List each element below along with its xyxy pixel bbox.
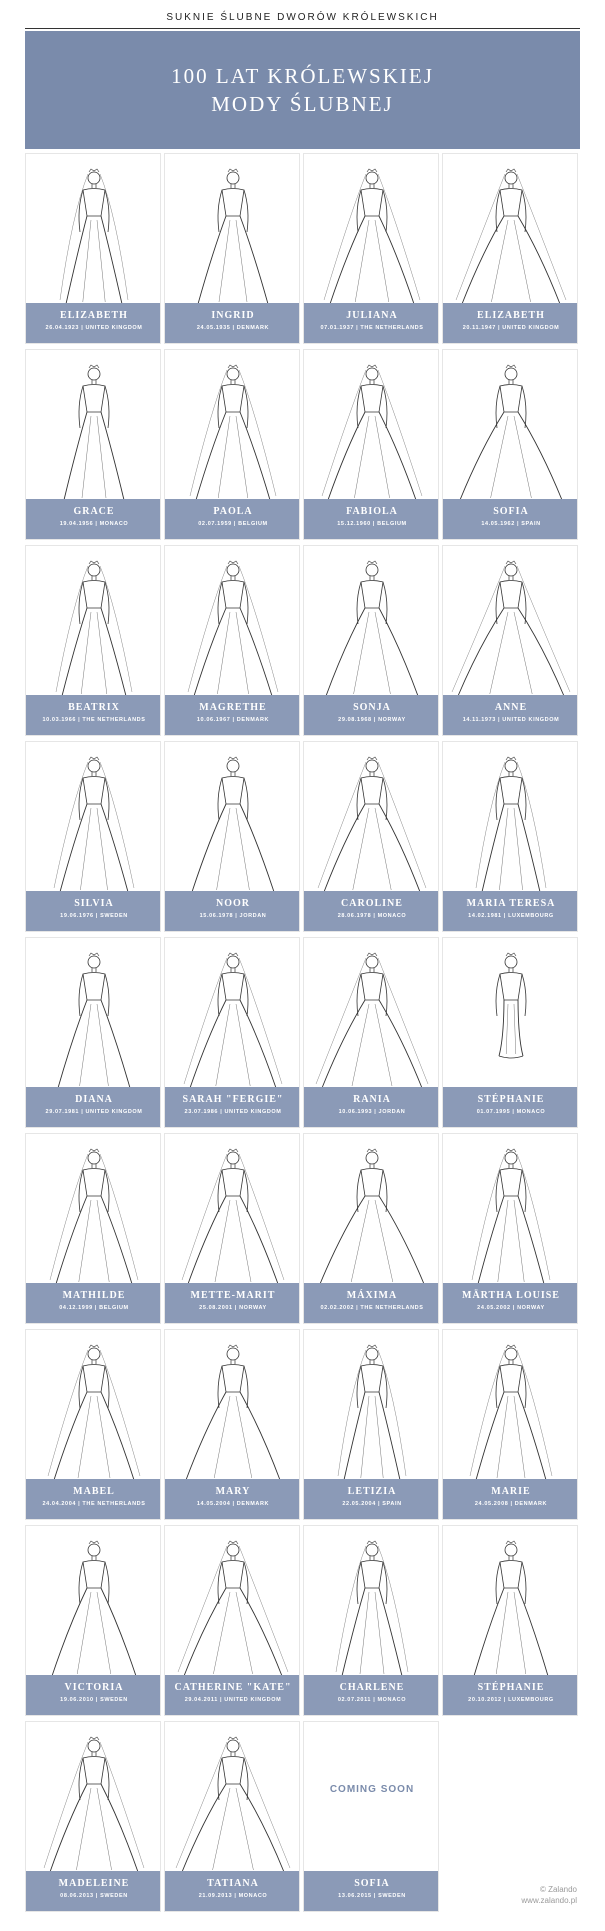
bride-caption — [304, 695, 439, 735]
bride-card[interactable] — [25, 153, 161, 344]
bride-name: SARAH "FERGIE" — [182, 1094, 284, 1105]
bride-card[interactable] — [442, 1133, 578, 1324]
bride-caption — [26, 1479, 161, 1519]
bride-caption — [26, 499, 161, 539]
dress-sketch-icon — [26, 1134, 161, 1289]
bride-date-country: 28.06.1978 | MONACO — [337, 913, 407, 919]
bride-date-country: 19.06.1976 | SWEDEN — [60, 913, 128, 919]
bride-caption — [165, 1479, 300, 1519]
bride-caption — [26, 1871, 161, 1911]
bride-card[interactable] — [164, 1133, 300, 1324]
dress-sketch-icon — [443, 546, 578, 701]
bride-caption — [26, 695, 161, 735]
bride-date-country: 21.09.2013 | MONACO — [198, 1893, 268, 1899]
bride-date-country: 23.07.1986 | UNITED KINGDOM — [184, 1109, 282, 1115]
bride-date-country: 14.11.1973 | UNITED KINGDOM — [462, 717, 560, 723]
dress-sketch-icon — [304, 742, 439, 897]
bride-name: RANIA — [353, 1094, 391, 1105]
bride-date-country: 10.03.1966 | THE NETHERLANDS — [42, 717, 146, 723]
title-divider — [25, 28, 580, 29]
bride-date-country: 14.02.1981 | LUXEMBOURG — [468, 913, 554, 919]
bride-card[interactable] — [303, 1329, 439, 1520]
bride-name: SONJA — [353, 702, 391, 713]
bride-name: MARIE — [491, 1486, 531, 1497]
bride-name: ELIZABETH — [477, 310, 545, 321]
bride-name: METTE-MARIT — [190, 1290, 276, 1301]
banner-title-line-2: MODY ŚLUBNEJ — [211, 92, 394, 116]
bride-date-country: 29.04.2011 | UNITED KINGDOM — [184, 1697, 282, 1703]
dress-sketch-icon — [443, 1134, 578, 1289]
dress-sketch-icon — [443, 742, 578, 897]
bride-name: SOFIA — [493, 506, 529, 517]
bride-card[interactable] — [164, 1329, 300, 1520]
bride-name: MAGRETHE — [199, 702, 267, 713]
bride-caption — [26, 891, 161, 931]
bride-caption — [304, 891, 439, 931]
bride-name: STÉPHANIE — [477, 1094, 545, 1105]
bride-card[interactable] — [303, 1133, 439, 1324]
bride-date-country: 24.05.2008 | DENMARK — [474, 1501, 548, 1507]
bride-date-country: 29.08.1968 | NORWAY — [338, 717, 406, 723]
bride-name: MARIA TERESA — [466, 898, 556, 909]
bride-card[interactable] — [164, 545, 300, 736]
bride-card[interactable] — [303, 937, 439, 1128]
bride-name: LETIZIA — [347, 1486, 397, 1497]
dress-sketch-icon — [443, 938, 578, 1093]
bride-card[interactable] — [25, 937, 161, 1128]
bride-name: SILVIA — [74, 898, 114, 909]
bride-name: MADELEINE — [58, 1878, 130, 1889]
bride-date-country: 02.02.2002 | THE NETHERLANDS — [320, 1305, 424, 1311]
bride-name: CHARLENE — [339, 1682, 405, 1693]
bride-date-country: 19.06.2010 | SWEDEN — [60, 1697, 128, 1703]
dress-sketch-icon — [26, 742, 161, 897]
bride-caption — [165, 891, 300, 931]
bride-name: JULIANA — [346, 310, 398, 321]
bride-date-country: 01.07.1995 | MONACO — [476, 1109, 546, 1115]
bride-caption — [165, 499, 300, 539]
bride-card[interactable] — [25, 1133, 161, 1324]
bride-card[interactable] — [164, 1525, 300, 1716]
bride-date-country: 22.05.2004 | SPAIN — [342, 1501, 402, 1507]
bride-card[interactable] — [25, 1721, 161, 1912]
bride-card[interactable] — [303, 1721, 439, 1912]
dress-sketch-icon — [26, 938, 161, 1093]
bride-name: MABEL — [73, 1486, 115, 1497]
bride-caption — [304, 499, 439, 539]
bride-name: MÄRTHA LOUISE — [462, 1290, 560, 1301]
bride-card[interactable] — [442, 349, 578, 540]
bride-card[interactable] — [442, 741, 578, 932]
bride-card[interactable] — [303, 545, 439, 736]
dress-sketch-icon — [443, 1330, 578, 1485]
dress-sketch-icon — [165, 154, 300, 309]
dress-sketch-icon — [304, 546, 439, 701]
bride-date-country: 10.06.1993 | JORDAN — [338, 1109, 406, 1115]
dress-sketch-icon — [443, 1526, 578, 1681]
bride-card[interactable] — [25, 1525, 161, 1716]
bride-caption — [165, 695, 300, 735]
bride-date-country: 02.07.2011 | MONACO — [337, 1697, 407, 1703]
dress-sketch-icon — [26, 1526, 161, 1681]
bride-caption — [304, 1283, 439, 1323]
bride-date-country: 07.01.1937 | THE NETHERLANDS — [320, 325, 424, 331]
dress-sketch-icon — [304, 938, 439, 1093]
bride-card[interactable] — [303, 153, 439, 344]
bride-name: ANNE — [494, 702, 528, 713]
bride-caption — [304, 1479, 439, 1519]
bride-card[interactable] — [25, 741, 161, 932]
bride-card[interactable] — [303, 1525, 439, 1716]
bride-caption — [443, 1283, 578, 1323]
bride-date-country: 24.05.1935 | DENMARK — [196, 325, 270, 331]
bride-date-country: 20.11.1947 | UNITED KINGDOM — [462, 325, 560, 331]
bride-card[interactable] — [442, 937, 578, 1128]
bride-caption — [304, 303, 439, 343]
dress-sketch-icon — [26, 546, 161, 701]
coming-soon-label: COMING SOON — [329, 1784, 415, 1795]
bride-caption — [165, 1087, 300, 1127]
dress-sketch-icon — [165, 350, 300, 505]
bride-card[interactable] — [303, 741, 439, 932]
banner-title-line-1: 100 LAT KRÓLEWSKIEJ — [171, 64, 434, 88]
bride-name: CATHERINE "KATE" — [174, 1682, 292, 1693]
dress-sketch-icon — [165, 1526, 300, 1681]
bride-name: MARY — [215, 1486, 251, 1497]
bride-caption — [26, 303, 161, 343]
dress-sketch-icon — [165, 1330, 300, 1485]
credit-copyright: © Zalando — [539, 1885, 577, 1894]
bride-date-country: 20.10.2012 | LUXEMBOURG — [468, 1697, 554, 1703]
dress-sketch-icon — [165, 938, 300, 1093]
bride-caption — [26, 1675, 161, 1715]
dress-sketch-icon — [26, 350, 161, 505]
bride-name: INGRID — [211, 310, 255, 321]
dress-sketch-icon — [304, 1134, 439, 1289]
bride-caption — [304, 1871, 439, 1911]
bride-date-country: 26.04.1923 | UNITED KINGDOM — [45, 325, 143, 331]
bride-caption — [26, 1087, 161, 1127]
bride-card[interactable] — [164, 741, 300, 932]
bride-date-country: 08.06.2013 | SWEDEN — [60, 1893, 128, 1899]
bride-caption — [165, 1283, 300, 1323]
dress-sketch-icon — [26, 1330, 161, 1485]
bride-caption — [443, 1087, 578, 1127]
bride-card[interactable] — [164, 937, 300, 1128]
bride-date-country: 14.05.1962 | SPAIN — [481, 521, 541, 527]
bride-date-country: 29.07.1981 | UNITED KINGDOM — [45, 1109, 143, 1115]
bride-card[interactable] — [25, 349, 161, 540]
bride-card[interactable] — [442, 153, 578, 344]
bride-name: PAOLA — [213, 506, 253, 517]
bride-caption — [443, 1675, 578, 1715]
credit — [521, 1884, 577, 1906]
bride-card[interactable] — [164, 1721, 300, 1912]
bride-name: MÁXIMA — [346, 1290, 398, 1301]
bride-name: NOOR — [216, 898, 250, 909]
bride-name: DIANA — [75, 1094, 113, 1105]
bride-date-country: 15.06.1978 | JORDAN — [199, 913, 267, 919]
dress-sketch-icon — [165, 1722, 300, 1877]
credit-url[interactable]: www.zalando.pl — [521, 1896, 577, 1905]
dress-sketch-icon — [304, 1330, 439, 1485]
bride-name: CAROLINE — [341, 898, 403, 909]
bride-date-country: 02.07.1959 | BELGIUM — [198, 521, 268, 527]
bride-name: VICTORIA — [64, 1682, 124, 1693]
bride-date-country: 19.04.1956 | MONACO — [59, 521, 129, 527]
bride-caption — [165, 1675, 300, 1715]
bride-card[interactable] — [303, 349, 439, 540]
bride-name: MATHILDE — [62, 1290, 126, 1301]
dress-sketch-icon — [165, 1134, 300, 1289]
bride-date-country: 14.05.2004 | DENMARK — [196, 1501, 270, 1507]
dress-sketch-icon — [165, 742, 300, 897]
bride-caption — [304, 1675, 439, 1715]
bride-date-country: 13.06.2015 | SWEDEN — [338, 1893, 406, 1899]
dress-sketch-icon — [304, 1526, 439, 1681]
bride-date-country: 10.06.1967 | DENMARK — [196, 717, 270, 723]
bride-card[interactable] — [442, 1525, 578, 1716]
dress-sketch-icon — [304, 154, 439, 309]
bride-name: TATIANA — [207, 1878, 259, 1889]
bride-caption — [165, 1871, 300, 1911]
dress-sketch-icon — [165, 546, 300, 701]
bride-caption — [443, 499, 578, 539]
bride-card[interactable] — [164, 349, 300, 540]
bride-date-country: 25.08.2001 | NORWAY — [199, 1305, 267, 1311]
bride-date-country: 24.05.2002 | NORWAY — [477, 1305, 545, 1311]
bride-card[interactable] — [442, 545, 578, 736]
bride-card[interactable] — [25, 1329, 161, 1520]
bride-name: GRACE — [73, 506, 115, 517]
bride-name: SOFIA — [354, 1878, 390, 1889]
bride-name: STÉPHANIE — [477, 1682, 545, 1693]
dress-sketch-icon — [443, 154, 578, 309]
top-title: SUKNIE ŚLUBNE DWORÓW KRÓLEWSKICH — [166, 12, 439, 23]
bride-caption — [443, 1479, 578, 1519]
bride-caption — [304, 1087, 439, 1127]
dress-sketch-icon — [26, 154, 161, 309]
bride-name: FABIOLA — [346, 506, 398, 517]
bride-date-country: 24.04.2004 | THE NETHERLANDS — [42, 1501, 146, 1507]
bride-name: BEATRIX — [68, 702, 120, 713]
banner — [25, 31, 580, 149]
bride-caption — [443, 695, 578, 735]
dress-sketch-icon — [443, 350, 578, 505]
bride-caption — [443, 303, 578, 343]
bride-caption — [26, 1283, 161, 1323]
dress-sketch-icon — [26, 1722, 161, 1877]
bride-card[interactable] — [25, 545, 161, 736]
bride-card[interactable] — [164, 153, 300, 344]
bride-caption — [443, 891, 578, 931]
bride-caption — [165, 303, 300, 343]
dress-sketch-icon — [304, 350, 439, 505]
bride-date-country: 04.12.1999 | BELGIUM — [59, 1305, 129, 1311]
bride-name: ELIZABETH — [60, 310, 128, 321]
bride-date-country: 15.12.1960 | BELGIUM — [337, 521, 407, 527]
bride-card[interactable] — [442, 1329, 578, 1520]
